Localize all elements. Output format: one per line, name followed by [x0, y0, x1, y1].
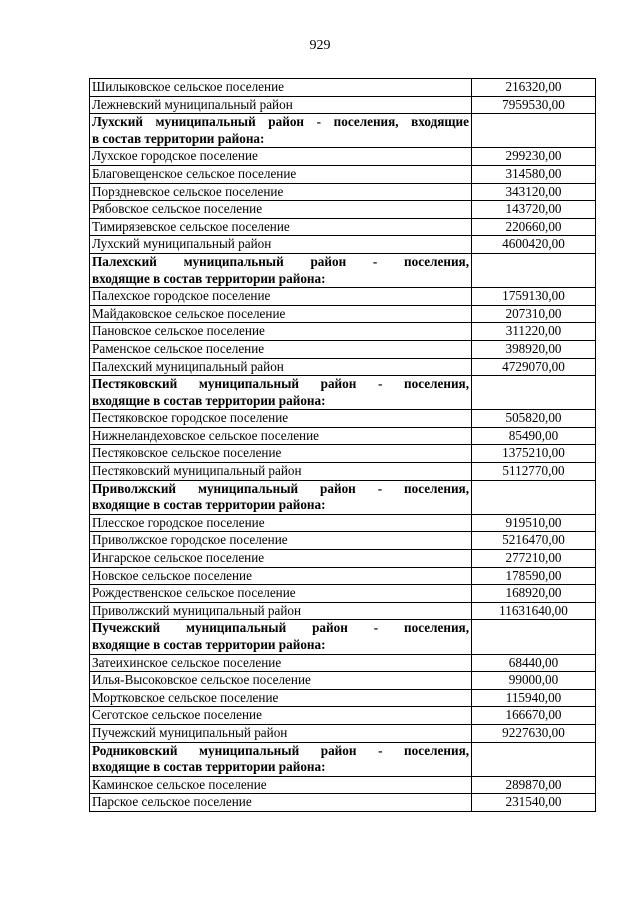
- section-header-line: в состав территории района:: [92, 130, 265, 146]
- settlement-name: Мортковское сельское поселение: [90, 689, 472, 707]
- table-row: [90, 358, 596, 376]
- section-header: [90, 742, 472, 776]
- section-header-line: входящие в состав территории района:: [92, 497, 326, 513]
- settlement-name: Плесское городское поселение: [90, 514, 472, 532]
- section-header-line: входящие в состав территории района:: [92, 759, 326, 775]
- amount-value: 207310,00: [472, 305, 596, 323]
- table-row: [90, 776, 596, 794]
- table-row: [90, 514, 596, 532]
- amount-value: 1759130,00: [472, 288, 596, 306]
- settlement-name: Майдаковское сельское поселение: [90, 305, 472, 323]
- settlement-name: Сеготское сельское поселение: [90, 707, 472, 725]
- settlement-name: Приволжское городское поселение: [90, 532, 472, 550]
- settlement-name: Пестяковское сельское поселение: [90, 445, 472, 463]
- section-header: [90, 253, 472, 287]
- amount-value: 277210,00: [472, 550, 596, 568]
- amount-value: 299230,00: [472, 148, 596, 166]
- table-row: [90, 410, 596, 428]
- amount-value: 231540,00: [472, 794, 596, 812]
- table-row: [90, 794, 596, 812]
- table-row: [90, 672, 596, 690]
- settlement-name: Благовещенское сельское поселение: [90, 165, 472, 183]
- settlement-name: Затеихинское сельское поселение: [90, 654, 472, 672]
- section-header-row: [90, 253, 596, 287]
- section-header-row: [90, 620, 596, 654]
- amount-value: 9227630,00: [472, 724, 596, 742]
- amount-value: 1375210,00: [472, 445, 596, 463]
- settlement-name: Рождественское сельское поселение: [90, 585, 472, 603]
- settlement-name: Лухский муниципальный район: [90, 236, 472, 254]
- section-header-line: входящие в состав территории района:: [92, 392, 326, 408]
- section-header-line: Пестяковский муниципальный район - поселения,: [92, 376, 469, 392]
- page-number: 929: [309, 38, 331, 53]
- section-header-row: [90, 480, 596, 514]
- section-header: [90, 620, 472, 654]
- settlement-name: Палехское городское поселение: [90, 288, 472, 306]
- amount-value: 168920,00: [472, 585, 596, 603]
- settlement-name: Каминское сельское поселение: [90, 776, 472, 794]
- amount-value: 398920,00: [472, 340, 596, 358]
- amount-value: 85490,00: [472, 427, 596, 445]
- settlement-name: Парское сельское поселение: [90, 794, 472, 812]
- table-row: [90, 689, 596, 707]
- settlement-name: Рябовское сельское поселение: [90, 201, 472, 219]
- settlement-name: Новское сельское поселение: [90, 567, 472, 585]
- section-header: [90, 114, 472, 148]
- settlement-name: Лухское городское поселение: [90, 148, 472, 166]
- settlement-name: Ингарское сельское поселение: [90, 550, 472, 568]
- amount-value: 343120,00: [472, 183, 596, 201]
- section-header: [90, 376, 472, 410]
- amount-value: 11631640,00: [472, 602, 596, 620]
- settlement-name: Пановское сельское поселение: [90, 323, 472, 341]
- section-header-line: входящие в состав территории района:: [92, 270, 326, 286]
- amount-value: 919510,00: [472, 514, 596, 532]
- settlement-name: Шилыковское сельское поселение: [90, 79, 472, 97]
- table-body: [90, 79, 596, 812]
- section-header: [90, 480, 472, 514]
- section-header-row: [90, 376, 596, 410]
- amount-value: 143720,00: [472, 201, 596, 219]
- amount-value: 4729070,00: [472, 358, 596, 376]
- table-row: [90, 323, 596, 341]
- settlement-name: Порздневское сельское поселение: [90, 183, 472, 201]
- section-header-row: [90, 742, 596, 776]
- settlement-name: Приволжский муниципальный район: [90, 602, 472, 620]
- table-row: [90, 463, 596, 481]
- settlement-name: Палехский муниципальный район: [90, 358, 472, 376]
- table-row: [90, 183, 596, 201]
- table-row: [90, 427, 596, 445]
- table-row: [90, 707, 596, 725]
- amount-value: 314580,00: [472, 165, 596, 183]
- settlement-name: Тимирязевское сельское поселение: [90, 218, 472, 236]
- empty-value-cell: [472, 253, 596, 287]
- table-row: [90, 305, 596, 323]
- table-row: [90, 236, 596, 254]
- table-row: [90, 79, 596, 97]
- table-row: [90, 201, 596, 219]
- empty-value-cell: [472, 114, 596, 148]
- amount-value: 166670,00: [472, 707, 596, 725]
- amount-value: 68440,00: [472, 654, 596, 672]
- amount-value: 178590,00: [472, 567, 596, 585]
- table-row: [90, 724, 596, 742]
- empty-value-cell: [472, 480, 596, 514]
- empty-value-cell: [472, 376, 596, 410]
- table-row: [90, 445, 596, 463]
- section-header-line: Лухский муниципальный район - поселения, входящие: [92, 114, 469, 130]
- amount-value: 289870,00: [472, 776, 596, 794]
- empty-value-cell: [472, 620, 596, 654]
- amount-value: 99000,00: [472, 672, 596, 690]
- table-row: [90, 654, 596, 672]
- table-row: [90, 532, 596, 550]
- settlement-name: Илья-Высоковское сельское поселение: [90, 672, 472, 690]
- amount-value: 311220,00: [472, 323, 596, 341]
- amount-value: 5112770,00: [472, 463, 596, 481]
- section-header-line: Приволжский муниципальный район - поселения,: [92, 480, 469, 496]
- settlement-name: Нижнеландеховское сельское поселение: [90, 427, 472, 445]
- table-row: [90, 148, 596, 166]
- settlement-name: Раменское сельское поселение: [90, 340, 472, 358]
- settlement-name: Лежневский муниципальный район: [90, 96, 472, 114]
- section-header-row: [90, 114, 596, 148]
- table-row: [90, 550, 596, 568]
- amount-value: 7959530,00: [472, 96, 596, 114]
- amount-value: 5216470,00: [472, 532, 596, 550]
- table-row: [90, 288, 596, 306]
- table-row: [90, 340, 596, 358]
- settlement-name: Пестяковское городское поселение: [90, 410, 472, 428]
- settlement-name: Пучежский муниципальный район: [90, 724, 472, 742]
- amount-value: 216320,00: [472, 79, 596, 97]
- table-row: [90, 96, 596, 114]
- empty-value-cell: [472, 742, 596, 776]
- table-row: [90, 585, 596, 603]
- amount-value: 115940,00: [472, 689, 596, 707]
- amount-value: 4600420,00: [472, 236, 596, 254]
- settlement-name: Пестяковский муниципальный район: [90, 463, 472, 481]
- section-header-line: Палехский муниципальный район - поселения,: [92, 253, 469, 269]
- table-row: [90, 602, 596, 620]
- table-row: [90, 218, 596, 236]
- section-header-line: Пучежский муниципальный район - поселения,: [92, 620, 469, 636]
- section-header-line: входящие в состав территории района:: [92, 637, 326, 652]
- budget-table: [89, 78, 596, 812]
- amount-value: 505820,00: [472, 410, 596, 428]
- table-row: [90, 165, 596, 183]
- amount-value: 220660,00: [472, 218, 596, 236]
- table-row: [90, 567, 596, 585]
- section-header-line: Родниковский муниципальный район - поселения,: [92, 742, 469, 758]
